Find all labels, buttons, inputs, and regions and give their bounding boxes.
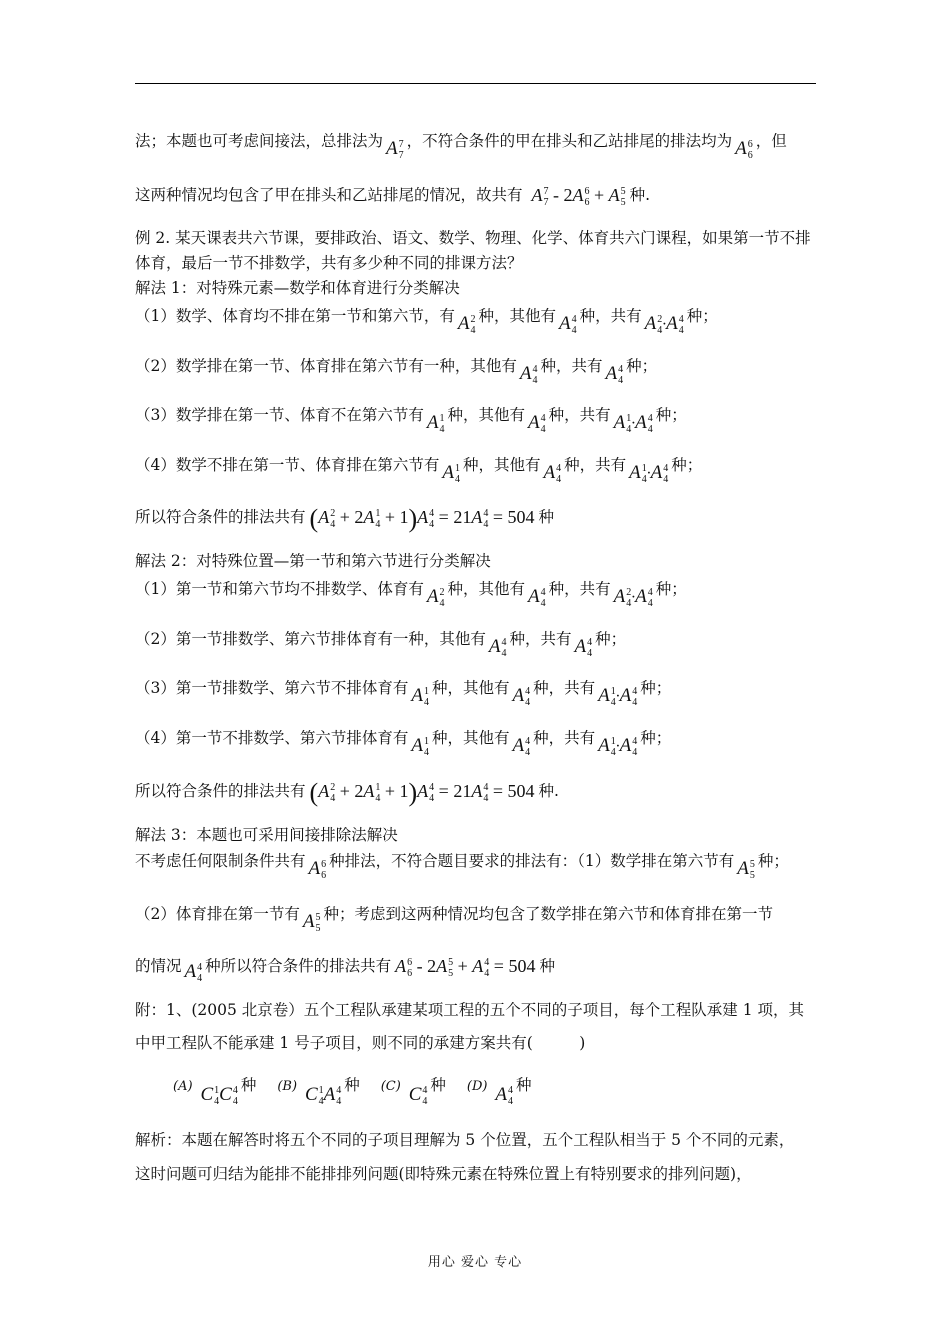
text-line-2: 这两种情况均包含了甲在排头和乙站排尾的情况，故共有 A 7 7 - 2A 6 6 + A 5 5 种.	[135, 185, 651, 208]
method2-item-3: （3）第一节排数学、第六节不排体育有 A 1 4 种，其他有 A 4 4 种，共有 A 1 4 ·A 4 4 种；	[135, 679, 672, 709]
text-line-11: 附：1、(2005 北京卷）五个工程队承建某项工程的五个不同的子项目，每个工程队承建 1 项，其	[135, 1001, 805, 1019]
answer-options	[173, 1074, 532, 1107]
method2-item-4: （4）第一节不排数学、第六节排体育有 A 1 4 种，其他有 A 4 4 种，共有 A 1 4 ·A 4 4 种；	[135, 729, 672, 759]
option-d[interactable]: (D) A 4 4 种	[466, 1076, 532, 1108]
option-c[interactable]: (C) C 4 4 种	[380, 1076, 446, 1108]
sum-line-1: 所以符合条件的排法共有 (A 2 4 + 2A 1 4 + 1)A 4 4 = 21A 4 4 = 504 种	[135, 504, 554, 533]
page-footer: 用心 爱心 专心	[427, 1255, 523, 1270]
formula-l10: A 6 6 - 2A 5 5 + A 4 4 = 504	[395, 956, 536, 979]
text-line-3: 例 2. 某天课表共六节课，要排政治、语文、数学、物理、化学、体育共六门课程，如果第一节不排	[135, 229, 811, 247]
text-line-10: 的情况 A 4 4 种所以符合条件的排法共有 A 6 6 - 2A 5 5 + A 4 4 = 504 种	[135, 956, 555, 985]
text-line-14: 这时问题可归结为能排不能排排列问题(即特殊元素在特殊位置上有特别要求的排列问题)，	[135, 1165, 752, 1183]
text-line-13: 解析：本题在解答时将五个不同的子项目理解为 5 个位置，五个工程队相当于 5 个不同的元素，	[135, 1131, 795, 1149]
formula-l2: A 7 7 - 2A 6 6 + A 5 5	[531, 185, 626, 208]
method1-item-3: （3）数学排在第一节、体育不在第六节有 A 1 4 种，其他有 A 4 4 种，共有 A 1 4 ·A 4 4 种；	[135, 406, 687, 436]
text-line-5: 解法 1：对特殊元素—数学和体育进行分类解决	[135, 279, 460, 297]
text-line-1: 法；本题也可考虑间接法，总排法为 A 7 7 ，不符合条件的甲在排头和乙站排尾的排法均为 A 6 6 ，但	[135, 132, 787, 162]
formula-sum-1: (A 2 4 + 2A 1 4 + 1)A 4 4 = 21A 4 4 = 504	[309, 504, 535, 533]
sum-line-2: 所以符合条件的排法共有 (A 2 4 + 2A 1 4 + 1)A 4 4 = 21A 4 4 = 504 种.	[135, 778, 559, 807]
text-line-8: 不考虑任何限制条件共有 A 6 6 种排法，不符合题目要求的排法有：（1）数学排在第六节有 A 5 5 种；	[135, 852, 789, 882]
formula-sum-2: (A 2 4 + 2A 1 4 + 1)A 4 4 = 21A 4 4 = 504	[309, 778, 535, 807]
option-b[interactable]: (B) C 1 4 A 4 4 种	[277, 1076, 360, 1108]
text-line-12: 中甲工程队不能承建 1 号子项目，则不同的承建方案共有( )	[135, 1034, 586, 1052]
method1-item-1: （1）数学、体育均不排在第一节和第六节，有 A 2 4 种，其他有 A 4 4 种，共有 A 2 4 ·A 4 4 种；	[135, 307, 718, 337]
text-line-4: 体育，最后一节不排数学，共有多少种不同的排课方法？	[135, 254, 523, 272]
method1-item-2: （2）数学排在第一节、体育排在第六节有一种，其他有 A 4 4 种，共有 A 4 4 种；	[135, 357, 658, 387]
method2-item-2: （2）第一节排数学、第六节排体育有一种，其他有 A 4 4 种，共有 A 4 4 种；	[135, 630, 627, 660]
method1-item-4: （4）数学不排在第一节、体育排在第六节有 A 1 4 种，其他有 A 4 4 种，共有 A 1 4 ·A 4 4 种；	[135, 456, 703, 486]
header-rule	[135, 83, 816, 84]
method2-item-1: （1）第一节和第六节均不排数学、体育有 A 2 4 种，其他有 A 4 4 种，共有 A 2 4 ·A 4 4 种；	[135, 580, 687, 610]
text-line-6: 解法 2：对特殊位置—第一节和第六节进行分类解决	[135, 552, 491, 570]
option-a[interactable]: (A) C 1 4 C 4 4 种	[173, 1076, 257, 1108]
text-line-9: （2）体育排在第一节有 A 5 5 种；考虑到这两种情况均包含了数学排在第六节和体育排在第一节	[135, 905, 773, 935]
text-line-7: 解法 3：本题也可采用间接排除法解决	[135, 826, 398, 844]
